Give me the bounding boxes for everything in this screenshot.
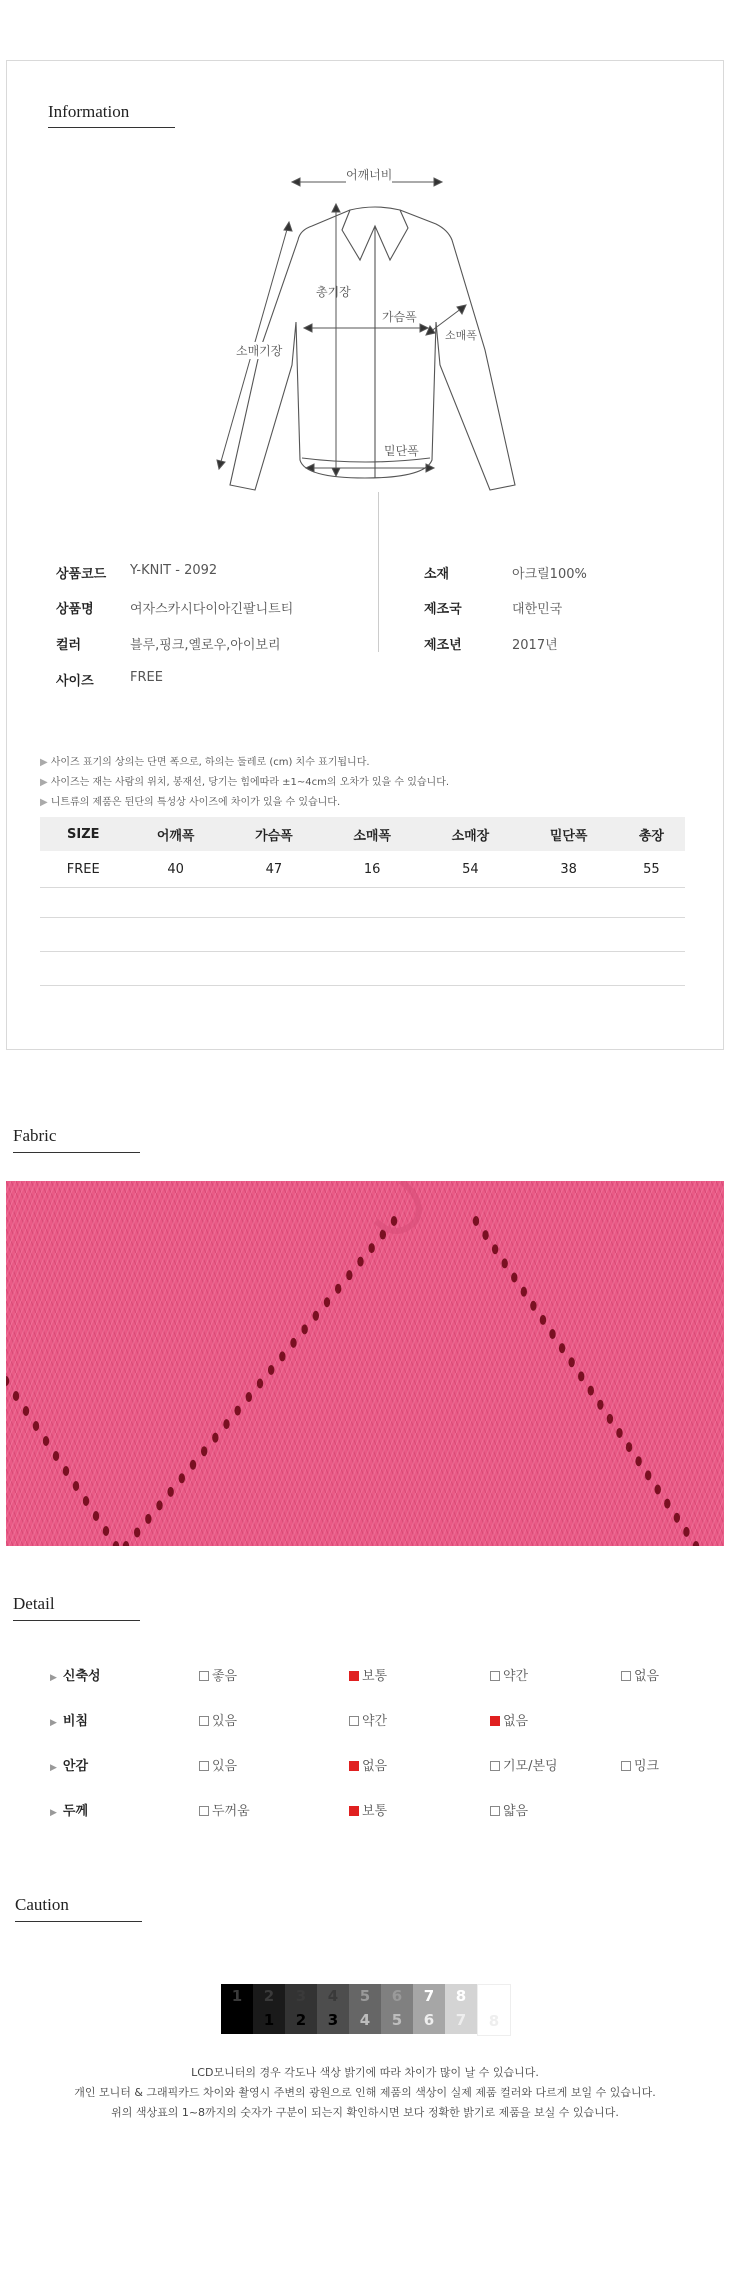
scale-swatch: [381, 1984, 413, 2034]
eyelet: [268, 1365, 274, 1375]
eyelet: [335, 1284, 341, 1294]
size-table-header: [40, 817, 685, 851]
scale-swatch: [445, 1984, 477, 2034]
size-cell: 16: [323, 851, 421, 888]
size-cell: 55: [618, 851, 685, 888]
eyelet: [223, 1419, 229, 1429]
eyelet: [511, 1273, 517, 1283]
scale-digit-bottom: 4: [359, 2011, 371, 2029]
eyelet: [190, 1460, 196, 1470]
fabric-photo: [6, 1181, 724, 1546]
eyelet: [63, 1466, 69, 1476]
brightness-scale: [221, 1984, 509, 2034]
eyelet: [540, 1315, 546, 1325]
eyelet: [664, 1499, 670, 1509]
eyelet: [492, 1244, 498, 1254]
scale-digit-top: 4: [327, 1987, 339, 2005]
option-checkbox[interactable]: 보통: [349, 1665, 387, 1684]
eyelet: [43, 1436, 49, 1446]
size-cell: 38: [520, 851, 618, 888]
eyelet: [607, 1414, 613, 1424]
eyelet: [156, 1500, 162, 1510]
scale-swatch: [317, 1984, 349, 2034]
eyelet: [597, 1400, 603, 1410]
eyelet: [290, 1338, 296, 1348]
eyelet: [313, 1311, 319, 1321]
eyelet: [13, 1391, 19, 1401]
option-checkbox[interactable]: 있음: [199, 1710, 237, 1729]
eyelet: [655, 1484, 661, 1494]
option-checkbox[interactable]: 얇음: [490, 1800, 528, 1819]
scale-swatch: [413, 1984, 445, 2034]
size-header-cell: 소매폭: [323, 817, 421, 851]
size-header-cell: 밑단폭: [520, 817, 618, 851]
size-cell: FREE: [40, 851, 127, 888]
eyelet: [234, 1406, 240, 1416]
eyelet: [501, 1258, 507, 1268]
label-total-length: 총기장: [316, 285, 351, 299]
size-cell: 54: [421, 851, 519, 888]
size-table: [40, 817, 685, 888]
caution-line: 개인 모니터 & 그래픽카드 차이와 촬영시 주변의 광원으로 인해 제품의 색상이 실제 제품 컬러와 다르게 보일 수 있습니다.: [74, 2086, 656, 2099]
scale-digit-top: 5: [359, 1987, 371, 2005]
eyelet: [645, 1470, 651, 1480]
eyelet: [616, 1428, 622, 1438]
scale-swatch: [221, 1984, 253, 2034]
eyelet: [588, 1386, 594, 1396]
label-chest: 가슴폭: [382, 310, 417, 324]
size-note: ▶ 사이즈 표기의 상의는 단면 폭으로, 하의는 둘레로 (cm) 치수 표기됩니다.: [40, 757, 370, 768]
empty-row-line: [40, 985, 685, 986]
eyelet: [357, 1257, 363, 1267]
eyelet: [482, 1230, 488, 1240]
eyelet: [83, 1496, 89, 1506]
size-header-cell: 총장: [618, 817, 685, 851]
option-checkbox[interactable]: 약간: [490, 1665, 528, 1684]
scale-digit-top: 3: [295, 1987, 307, 2005]
eyelet: [93, 1511, 99, 1521]
eyelet: [578, 1371, 584, 1381]
eyelet: [145, 1514, 151, 1524]
scale-digit-bottom: 7: [455, 2011, 467, 2029]
detail-title: Detail: [13, 1594, 55, 1613]
scale-digit-top: 8: [455, 1987, 467, 2005]
eyelet: [179, 1473, 185, 1483]
fabric-title: Fabric: [13, 1126, 57, 1145]
scale-digit-bottom: 5: [391, 2011, 403, 2029]
eyelet: [368, 1243, 374, 1253]
scale-digit-bottom: 8: [488, 2012, 500, 2030]
size-header-cell: 가슴폭: [225, 817, 323, 851]
option-checkbox[interactable]: 기모/본딩: [490, 1755, 558, 1774]
option-checkbox[interactable]: 없음: [349, 1755, 387, 1774]
option-checkbox[interactable]: 좋음: [199, 1665, 237, 1684]
scale-digit-bottom: 1: [263, 2011, 275, 2029]
scale-digit-top: 1: [231, 1987, 243, 2005]
spec-divider: [378, 492, 379, 652]
label-sleeve-length: 소매기장: [236, 344, 283, 358]
eyelet: [212, 1433, 218, 1443]
scale-digit-top: 2: [263, 1987, 275, 2005]
empty-row-line: [40, 951, 685, 952]
eyelet: [683, 1527, 689, 1537]
eyelet: [33, 1421, 39, 1431]
eyelet: [559, 1343, 565, 1353]
option-checkbox[interactable]: 없음: [621, 1665, 659, 1684]
eyelet: [324, 1297, 330, 1307]
label-sleeve-width: 소매폭: [445, 329, 477, 342]
eyelet: [346, 1270, 352, 1280]
caution-title-underline: [15, 1921, 142, 1922]
table-row: [40, 851, 685, 888]
eyelet: [530, 1301, 536, 1311]
option-checkbox[interactable]: 없음: [490, 1710, 528, 1729]
caution-line: LCD모니터의 경우 각도나 색상 밝기에 따라 차이가 많이 날 수 있습니다.: [191, 2066, 539, 2079]
empty-row-line: [40, 917, 685, 918]
size-note: ▶ 니트류의 제품은 뒨단의 특성상 사이즈에 차이가 있을 수 있습니다.: [40, 797, 341, 808]
caution-line: 위의 색상표의 1~8까지의 숫자가 구분이 되는지 확인하시면 보다 정확한 밝기로 제품을 보실 수 있습니다.: [111, 2106, 619, 2119]
eyelet: [674, 1513, 680, 1523]
eyelet: [473, 1216, 479, 1226]
eyelet: [568, 1357, 574, 1367]
size-header-cell: 어깨폭: [127, 817, 225, 851]
detail-title-underline: [13, 1620, 140, 1621]
size-cell: 40: [127, 851, 225, 888]
eyelet: [626, 1442, 632, 1452]
scale-digit-top: 6: [391, 1987, 403, 2005]
eyelet: [391, 1216, 397, 1226]
information-title-underline: [48, 127, 175, 128]
label-shoulder: 어깨너비: [346, 168, 393, 182]
size-note: ▶ 사이즈는 재는 사람의 위치, 봉재선, 당기는 힘에따라 ±1~4cm의 오차가 있을 수 있습니다.: [40, 777, 450, 788]
eyelet: [23, 1406, 29, 1416]
option-checkbox[interactable]: 약간: [349, 1710, 387, 1729]
option-checkbox[interactable]: 밍크: [621, 1755, 659, 1774]
label-hem: 밑단폭: [384, 444, 419, 458]
eyelet: [201, 1446, 207, 1456]
eyelet: [53, 1451, 59, 1461]
information-title: Information: [48, 102, 130, 121]
eyelet: [279, 1351, 285, 1361]
caution-title: Caution: [15, 1895, 69, 1914]
fabric-title-underline: [13, 1152, 140, 1153]
size-header-cell: 소매장: [421, 817, 519, 851]
eyelet: [549, 1329, 555, 1339]
eyelet: [134, 1527, 140, 1537]
eyelet: [167, 1487, 173, 1497]
scale-swatch: [349, 1984, 381, 2034]
scale-digit-top: 7: [423, 1987, 435, 2005]
eyelet: [635, 1456, 641, 1466]
scale-swatch: [253, 1984, 285, 2034]
eyelet: [73, 1481, 79, 1491]
scale-digit-bottom: 2: [295, 2011, 307, 2029]
scale-digit-bottom: 3: [327, 2011, 339, 2029]
size-header-cell: SIZE: [40, 817, 127, 851]
eyelet: [246, 1392, 252, 1402]
size-diagram: [200, 160, 540, 500]
eyelet: [103, 1526, 109, 1536]
option-checkbox[interactable]: 두꺼움: [199, 1800, 250, 1819]
eyelet: [301, 1324, 307, 1334]
option-checkbox[interactable]: 보통: [349, 1800, 387, 1819]
scale-swatch: [477, 1984, 511, 2036]
option-checkbox[interactable]: 있음: [199, 1755, 237, 1774]
scale-swatch: [285, 1984, 317, 2034]
eyelet: [521, 1287, 527, 1297]
size-cell: 47: [225, 851, 323, 888]
eyelet: [257, 1379, 263, 1389]
scale-digit-bottom: 6: [423, 2011, 435, 2029]
